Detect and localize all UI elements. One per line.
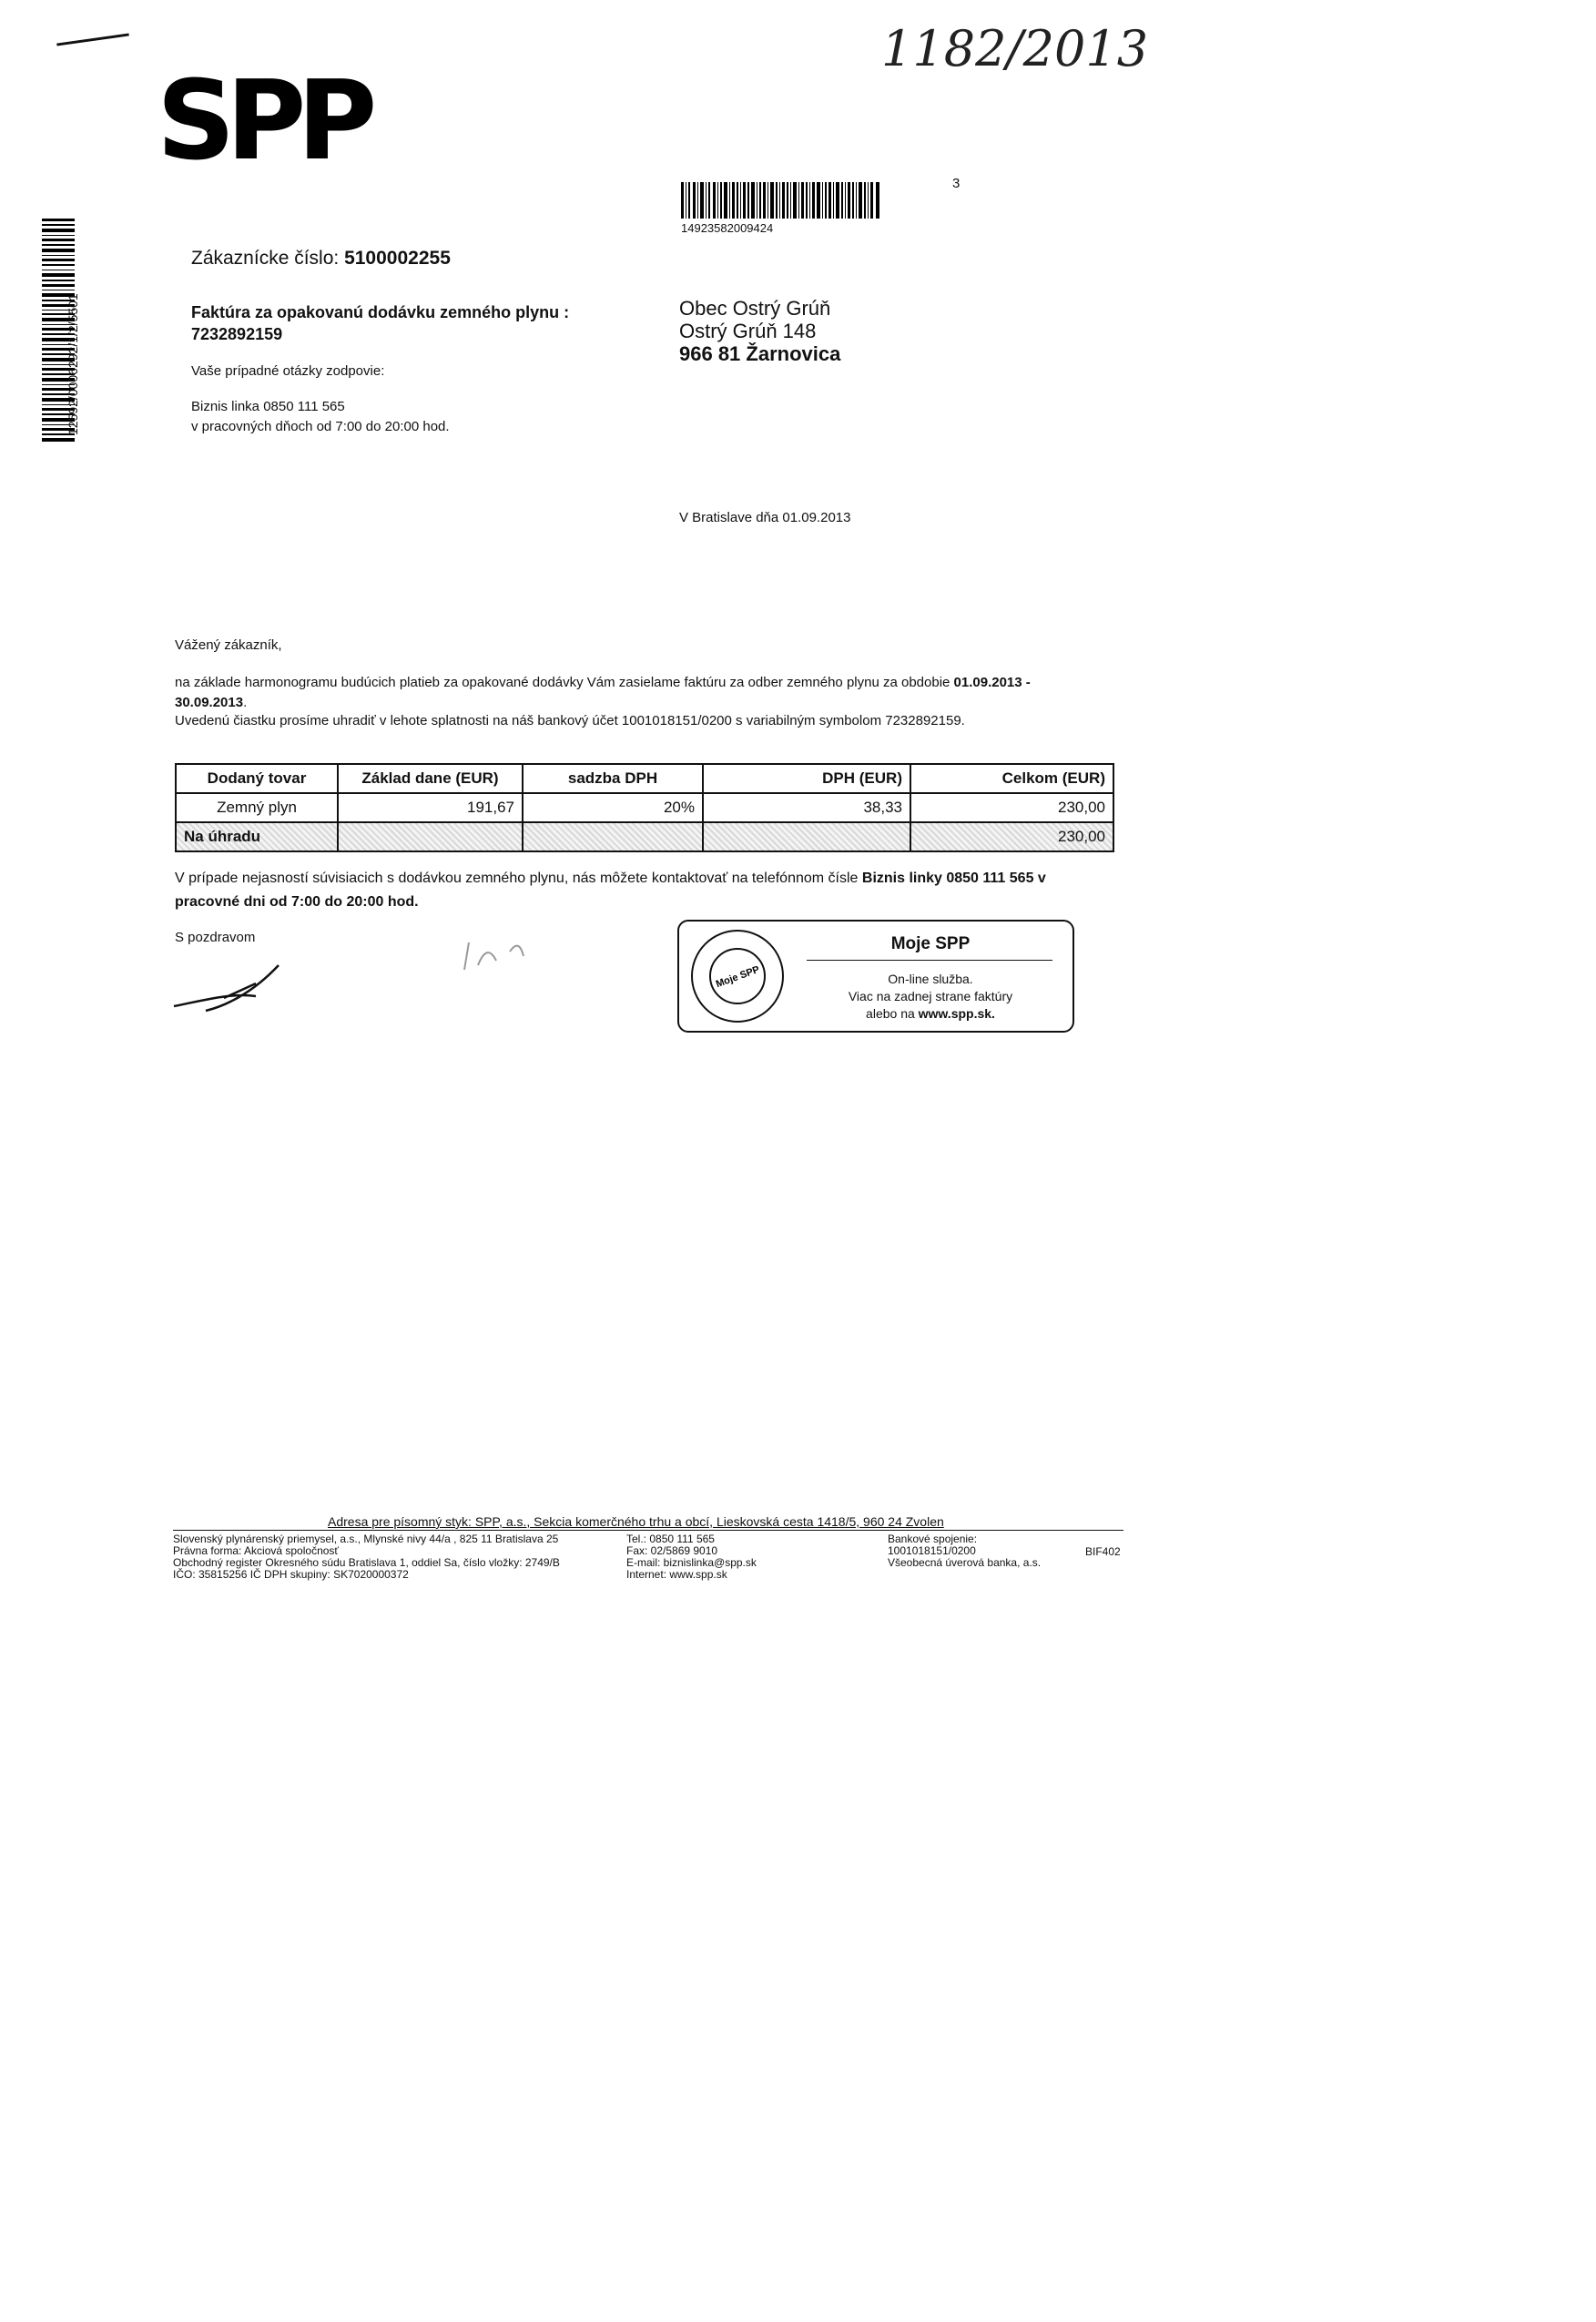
moje-spp-divider bbox=[807, 960, 1052, 961]
total-label: Na úhradu bbox=[176, 822, 338, 851]
table-header-row bbox=[176, 764, 1113, 793]
footer-col3-line: Bankové spojenie: bbox=[888, 1533, 978, 1545]
period-end: 30.09.2013 bbox=[175, 695, 244, 710]
moje-spp-stamp bbox=[688, 927, 787, 1025]
handwritten-reference: 1182/2013 bbox=[881, 20, 1149, 77]
table-total-row bbox=[176, 822, 1113, 851]
spp-logo: SPP bbox=[157, 58, 369, 185]
footer-col2-line: Tel.: 0850 111 565 bbox=[626, 1533, 715, 1545]
cell-goods: Zemný plyn bbox=[176, 793, 338, 822]
recipient-name: Obec Ostrý Grúň bbox=[679, 297, 831, 320]
customer-number-line bbox=[191, 248, 451, 270]
page-number: 3 bbox=[952, 176, 961, 191]
footer-col1-line: Obchodný register Okresného súdu Bratislava 1, oddiel Sa, číslo vložky: 2749/B bbox=[173, 1556, 560, 1569]
total-empty-3 bbox=[703, 822, 910, 851]
invoice-number: 7232892159 bbox=[191, 325, 283, 343]
header-tax-base: Základ dane (EUR) bbox=[338, 764, 523, 793]
footer-col1-line: Právna forma: Akciová spoločnosť bbox=[173, 1544, 339, 1557]
body-line-1: na základe harmonogramu budúcich platieb za opakované dodávky Vám zasielame faktúru za odber zemného plynu za obdobie bbox=[175, 675, 950, 690]
barcode-number: 14923582009424 bbox=[681, 221, 774, 235]
salutation: Vážený zákazník, bbox=[175, 637, 282, 653]
hotline-line-1: Biznis linka 0850 111 565 bbox=[191, 399, 345, 414]
faint-initials bbox=[460, 933, 542, 979]
table-row bbox=[176, 793, 1113, 822]
total-empty-1 bbox=[338, 822, 523, 851]
moje-spp-line-2: Viac na zadnej strane faktúry bbox=[848, 989, 1013, 1003]
period-start: 01.09.2013 - bbox=[953, 675, 1031, 690]
footer-col1-line: Slovenský plynárenský priemysel, a.s., Mlynské nivy 44/a , 825 11 Bratislava 25 bbox=[173, 1533, 559, 1545]
side-code: 12592/0006292/1/2/5501 bbox=[66, 293, 80, 435]
body-paragraph: na základe harmonogramu budúcich platieb za opakované dodávky Vám zasielame faktúru za odber zemného plynu za obdobie 01.09.2013 - 30.09.2013. bbox=[175, 675, 1031, 710]
footer-col2-line: Fax: 02/5869 9010 bbox=[626, 1544, 718, 1557]
total-value: 230,00 bbox=[910, 822, 1113, 851]
customer-number: 5100002255 bbox=[344, 248, 451, 269]
stamp-text: Moje SPP bbox=[714, 963, 761, 991]
footer-col-2 bbox=[626, 1533, 757, 1581]
signature bbox=[169, 956, 297, 1020]
cell-vat-rate: 20% bbox=[523, 793, 703, 822]
header-vat-rate: sadzba DPH bbox=[523, 764, 703, 793]
footer-col2-line: Internet: www.spp.sk bbox=[626, 1568, 727, 1581]
footer-address: Adresa pre písomný styk: SPP, a.s., Sekcia komerčného trhu a obcí, Lieskovská cesta 1418/5, 960 24 Zvolen bbox=[328, 1514, 944, 1529]
footer-col-1 bbox=[173, 1533, 560, 1581]
body-line-2: Uvedenú čiastku prosíme uhradiť v lehote splatnosti na náš bankový účet 1001018151/0200 s variabilným symbolom 7232892159. bbox=[175, 713, 965, 728]
footer-col2-line: E-mail: biznislinka@spp.sk bbox=[626, 1556, 757, 1569]
barcode bbox=[681, 182, 879, 219]
customer-label: Zákaznícke číslo: bbox=[191, 248, 340, 269]
recipient-city: 966 81 Žarnovica bbox=[679, 342, 841, 365]
cell-vat: 38,33 bbox=[703, 793, 910, 822]
contact-paragraph bbox=[175, 867, 1085, 914]
invoice-title: Faktúra za opakovanú dodávku zemného plynu : bbox=[191, 303, 570, 321]
invoice-table bbox=[175, 763, 1114, 852]
moje-spp-line-3 bbox=[798, 1006, 1063, 1021]
barcode-graphic bbox=[681, 182, 879, 219]
moje-spp-line-1: On-line služba. bbox=[888, 972, 973, 986]
contact-text: V prípade nejasností súvisiacich s dodávkou zemného plynu, nás môžete kontaktovať na telefónnom čísle bbox=[175, 871, 859, 886]
footer-code: BIF402 bbox=[1085, 1545, 1121, 1558]
header-goods: Dodaný tovar bbox=[176, 764, 338, 793]
cell-tax-base: 191,67 bbox=[338, 793, 523, 822]
header-total: Celkom (EUR) bbox=[910, 764, 1113, 793]
recipient-street: Ostrý Grúň 148 bbox=[679, 320, 817, 342]
hotline-line-2: v pracovných dňoch od 7:00 do 20:00 hod. bbox=[191, 419, 450, 434]
footer-col3-line: Všeobecná úverová banka, a.s. bbox=[888, 1556, 1042, 1569]
header-vat: DPH (EUR) bbox=[703, 764, 910, 793]
moje-spp-line-3-prefix: alebo na bbox=[866, 1006, 919, 1021]
cell-total: 230,00 bbox=[910, 793, 1113, 822]
footer-col1-line: IČO: 35815256 IČ DPH skupiny: SK7020000372 bbox=[173, 1568, 409, 1581]
scan-mark bbox=[56, 33, 129, 46]
footer-col3-line: 1001018151/0200 bbox=[888, 1544, 976, 1557]
moje-spp-link[interactable]: www.spp.sk. bbox=[918, 1006, 995, 1021]
closing: S pozdravom bbox=[175, 930, 256, 945]
footer-col-3 bbox=[888, 1533, 1041, 1569]
date-line: V Bratislave dňa 01.09.2013 bbox=[679, 510, 851, 525]
contact-bold: Biznis linky 0850 111 565 v pracovné dni od 7:00 do 20:00 hod. bbox=[175, 871, 1046, 910]
moje-spp-box bbox=[677, 920, 1074, 1033]
footer-rule bbox=[173, 1530, 1123, 1531]
moje-spp-title: Moje SPP bbox=[890, 934, 971, 953]
questions-line: Vaše prípadné otázky zodpovie: bbox=[191, 363, 385, 379]
total-empty-2 bbox=[523, 822, 703, 851]
